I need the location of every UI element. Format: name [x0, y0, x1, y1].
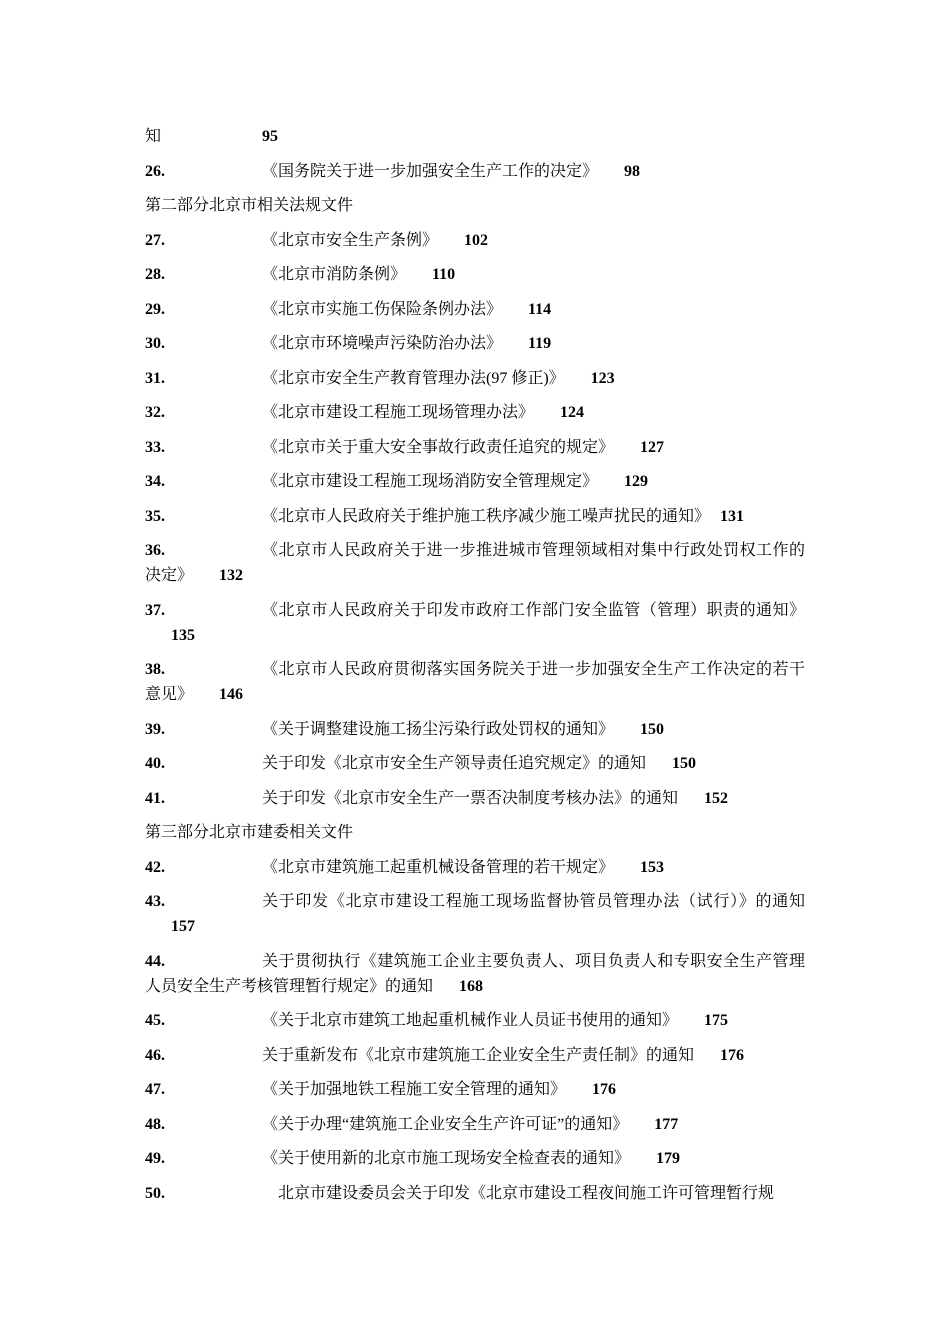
entry-page-number: 175: [704, 1012, 729, 1029]
toc-entry: [145, 653, 805, 713]
entry-title-block: [262, 1142, 680, 1177]
entry-title-block: [145, 657, 805, 707]
section-title: 第二部分北京市相关法规文件: [145, 197, 354, 214]
toc-entry: [145, 120, 805, 155]
entry-title-block: [262, 1039, 744, 1074]
entry-title-block: [262, 431, 664, 466]
entry-title: 《北京市环境噪声污染防治办法》: [262, 335, 503, 352]
toc-entry: [145, 1073, 805, 1108]
entry-title: 关于重新发布《北京市建筑施工企业安全生产责任制》的通知: [262, 1046, 695, 1064]
toc-entry: [145, 851, 805, 886]
entry-title-block: [262, 747, 696, 782]
entry-title-block: [278, 1177, 774, 1212]
entry-title-block: [262, 327, 551, 362]
entry-page-number: 114: [528, 300, 552, 318]
toc-page: [145, 120, 805, 1211]
entry-page-number: 176: [592, 1081, 617, 1098]
entry-title-block: [262, 1004, 728, 1039]
entry-title: 《关于北京市建筑工地起重机械作业人员证书使用的通知》: [262, 1012, 679, 1029]
entry-title: 《北京市建筑施工起重机械设备管理的若干规定》: [262, 858, 615, 876]
entry-title-block: [145, 949, 805, 999]
entry-page-number: 95: [262, 128, 278, 145]
entry-title-block: [262, 224, 488, 259]
entry-title: 北京市建设委员会关于印发《北京市建设工程夜间施工许可管理暂行规: [278, 1184, 775, 1202]
entry-page-number: 110: [432, 266, 456, 283]
entry-title-block: [262, 1108, 678, 1143]
entry-page-number: 150: [640, 720, 665, 738]
entry-title: 《北京市人民政府贯彻落实国务院关于进一步加强安全生产工作决定的若干意见》: [145, 661, 805, 703]
entry-number: 28.: [145, 266, 165, 283]
entry-page-number: 176: [720, 1046, 745, 1064]
toc-entry: [145, 293, 805, 328]
entry-title-block: [262, 465, 648, 500]
entry-title: 《北京市安全生产教育管理办法(97 修正)》: [262, 369, 565, 387]
entry-title: 《北京市消防条例》: [262, 266, 407, 283]
entry-title-block: [262, 258, 455, 293]
section-heading: [145, 816, 805, 851]
toc-entry: [145, 1108, 805, 1143]
entry-title: 《关于使用新的北京市施工现场安全检查表的通知》: [262, 1150, 631, 1167]
toc-entry: [145, 1177, 805, 1212]
entry-page-number: 146: [219, 686, 244, 703]
entry-page-number: 124: [560, 404, 585, 421]
entry-page-number: 102: [464, 231, 489, 249]
toc-entry: [145, 885, 805, 945]
entry-number: 36.: [145, 542, 165, 559]
entry-page-number: 132: [219, 567, 244, 584]
toc-entry: [145, 362, 805, 397]
entry-number: 30.: [145, 335, 165, 352]
entry-number: 38.: [145, 661, 165, 678]
entry-title-block: [262, 713, 664, 748]
entry-page-number: 135: [171, 626, 195, 644]
entry-number: 42.: [145, 858, 165, 876]
entry-title: 《北京市建设工程施工现场消防安全管理规定》: [262, 473, 599, 490]
entry-page-number: 129: [624, 473, 649, 490]
entry-title-block: [262, 362, 615, 397]
entry-page-number: 177: [654, 1115, 679, 1133]
toc-entry: [145, 465, 805, 500]
entry-number: 40.: [145, 755, 165, 772]
entry-number: 41.: [145, 789, 165, 807]
toc-entry: [145, 500, 805, 535]
entry-title-block: [262, 782, 728, 817]
entry-title: 《关于加强地铁工程施工安全管理的通知》: [262, 1081, 567, 1098]
toc-entry: [145, 258, 805, 293]
toc-entry: [145, 1004, 805, 1039]
entry-page-number: 127: [640, 438, 665, 456]
entry-title: 《北京市关于重大安全事故行政责任追究的规定》: [262, 438, 615, 456]
toc-entry: [145, 327, 805, 362]
entry-number: 26.: [145, 162, 165, 180]
entry-number: 47.: [145, 1081, 165, 1098]
entry-page-number: 150: [672, 755, 697, 772]
toc-entry: [145, 224, 805, 259]
entry-number: 31.: [145, 369, 165, 387]
entry-number: 32.: [145, 404, 165, 421]
entry-title-block: [262, 155, 640, 190]
entry-number: 37.: [145, 601, 165, 619]
section-heading: [145, 189, 805, 224]
entry-page-number: 153: [640, 858, 665, 876]
entry-title-block: [262, 396, 584, 431]
toc-entry: [145, 155, 805, 190]
entry-title: 关于贯彻执行《建筑施工企业主要负责人、项目负责人和专职安全生产管理人员安全生产考核管理暂行规定》的通知: [145, 952, 805, 995]
entry-number: 50.: [145, 1184, 165, 1202]
entry-page-number: 98: [624, 162, 641, 180]
entry-page-number: 157: [171, 918, 195, 935]
toc-entry: [145, 747, 805, 782]
entry-number: 48.: [145, 1115, 165, 1133]
entry-title: 关于印发《北京市建设工程施工现场监督协管员管理办法（试行）》的通知: [262, 893, 805, 910]
entry-page-number: 179: [656, 1150, 681, 1167]
toc-entry: [145, 594, 805, 654]
entry-number: 49.: [145, 1150, 165, 1167]
entry-title: 关于印发《北京市安全生产领导责任追究规定》的通知: [262, 755, 647, 772]
entry-title-block: [145, 889, 805, 939]
entry-page-number: 119: [528, 335, 552, 352]
entry-page-number: 152: [704, 789, 729, 807]
entry-number: 46.: [145, 1046, 165, 1064]
toc-entry: [145, 534, 805, 594]
toc-entry: [145, 396, 805, 431]
entry-page-number: 168: [459, 977, 484, 995]
entry-number: 45.: [145, 1012, 165, 1029]
entry-number: 33.: [145, 438, 165, 456]
entry-title-block: [145, 598, 805, 648]
entry-title-block: [145, 538, 805, 588]
entry-title: 《关于办理“建筑施工企业安全生产许可证”的通知》: [262, 1115, 629, 1133]
entry-number: 34.: [145, 473, 165, 490]
entry-title: 《北京市安全生产条例》: [262, 231, 439, 249]
toc-entry: [145, 945, 805, 1005]
entry-number: 35.: [145, 507, 165, 525]
entry-number: 43.: [145, 893, 165, 910]
entry-title: 关于印发《北京市安全生产一票否决制度考核办法》的通知: [262, 789, 679, 807]
toc-entry: [145, 431, 805, 466]
entry-title: 《北京市人民政府关于进一步推进城市管理领域相对集中行政处罚权工作的决定》: [145, 542, 805, 584]
entry-title-block: [262, 500, 744, 535]
entry-title: 《北京市人民政府关于印发市政府工作部门安全监管（管理）职责的通知》: [262, 601, 805, 619]
toc-entry: [145, 782, 805, 817]
entry-page-number: 131: [720, 507, 745, 525]
entry-title-block: [262, 1073, 616, 1108]
entry-page-number: 123: [590, 369, 615, 387]
toc-entry: [145, 1142, 805, 1177]
entry-title: 《北京市建设工程施工现场管理办法》: [262, 404, 535, 421]
section-title: 第三部分北京市建委相关文件: [145, 824, 354, 841]
entry-title-continuation: 知: [145, 128, 162, 145]
entry-number: 29.: [145, 300, 165, 318]
entry-title: 《关于调整建设施工扬尘污染行政处罚权的通知》: [262, 720, 615, 738]
entry-number: 44.: [145, 952, 165, 970]
entry-number: 39.: [145, 720, 165, 738]
entry-title-block: [262, 293, 551, 328]
toc-entry: [145, 713, 805, 748]
entry-title: 《国务院关于进一步加强安全生产工作的决定》: [262, 162, 599, 180]
entry-number: 27.: [145, 231, 165, 249]
entry-title: 《北京市人民政府关于维护施工秩序减少施工噪声扰民的通知》: [262, 507, 711, 525]
toc-entry: [145, 1039, 805, 1074]
entry-title: 《北京市实施工伤保险条例办法》: [262, 300, 503, 318]
entry-title-block: [262, 851, 664, 886]
